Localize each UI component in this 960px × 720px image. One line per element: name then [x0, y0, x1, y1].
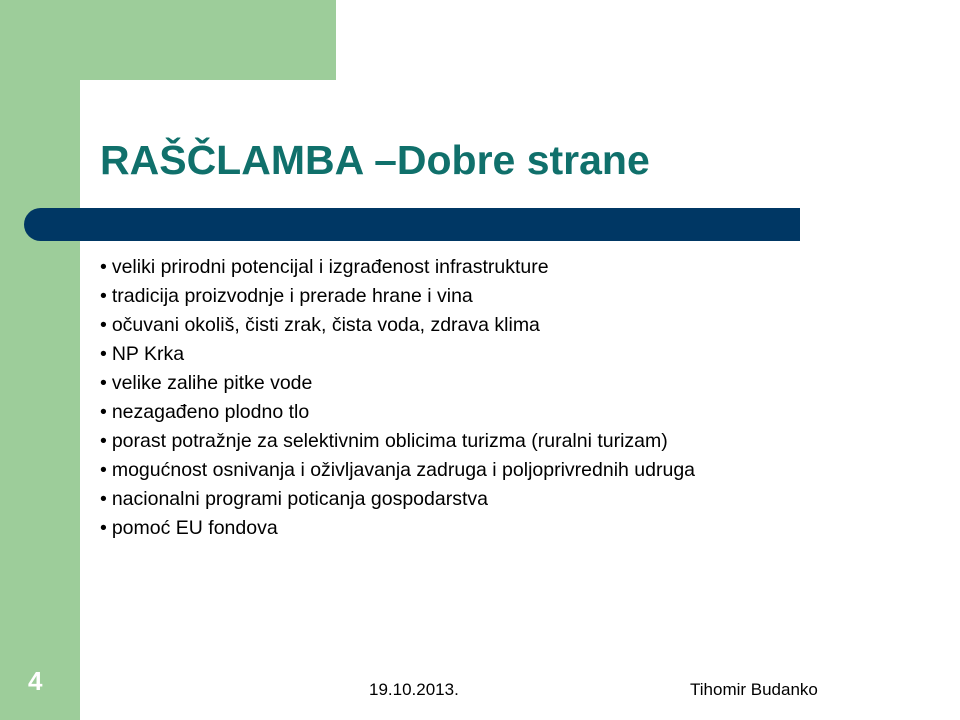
footer-author: Tihomir Budanko [690, 680, 818, 699]
list-item [100, 253, 695, 282]
bullet-icon: • [100, 285, 107, 307]
bullet-text: porast potražnje za selektivnim oblicima turizma (ruralni turizam) [111, 430, 668, 452]
list-item [100, 427, 695, 456]
list-item [100, 311, 695, 340]
footer-date: 19.10.2013. [369, 680, 459, 699]
bullet-text: NP Krka [111, 343, 185, 365]
list-item [100, 514, 695, 543]
bullet-icon: • [100, 459, 107, 481]
list-item [100, 340, 695, 369]
bullet-text: nacionalni programi poticanja gospodarstva [111, 488, 488, 510]
bullet-text: mogućnost osnivanja i oživljavanja zadruga i poljoprivrednih udruga [111, 459, 696, 481]
top-green-block [0, 0, 336, 80]
list-item [100, 282, 695, 311]
bullet-icon: • [100, 488, 107, 510]
bullet-icon: • [100, 401, 107, 423]
title-underline-bar [24, 208, 800, 241]
bullet-text: nezagađeno plodno tlo [111, 401, 310, 423]
list-item [100, 369, 695, 398]
bullet-icon: • [100, 314, 107, 336]
list-item [100, 456, 695, 485]
bullet-text: velike zalihe pitke vode [111, 372, 313, 394]
bullet-list [100, 253, 695, 543]
left-green-column [0, 0, 80, 720]
bullet-icon: • [100, 256, 107, 278]
bullet-text: veliki prirodni potencijal i izgrađenost infrastrukture [111, 256, 549, 278]
slide-title: RAŠČLAMBA –Dobre strane [100, 137, 650, 183]
bullet-icon: • [100, 517, 107, 539]
list-item [100, 485, 695, 514]
bullet-text: očuvani okoliš, čisti zrak, čista voda, zdrava klima [111, 314, 540, 336]
bullet-icon: • [100, 372, 107, 394]
list-item [100, 398, 695, 427]
bullet-icon: • [100, 430, 107, 452]
bullet-icon: • [100, 343, 107, 365]
bullet-text: tradicija proizvodnje i prerade hrane i vina [111, 285, 473, 307]
slide-number: 4 [28, 666, 43, 696]
bullet-text: pomoć EU fondova [111, 517, 278, 539]
